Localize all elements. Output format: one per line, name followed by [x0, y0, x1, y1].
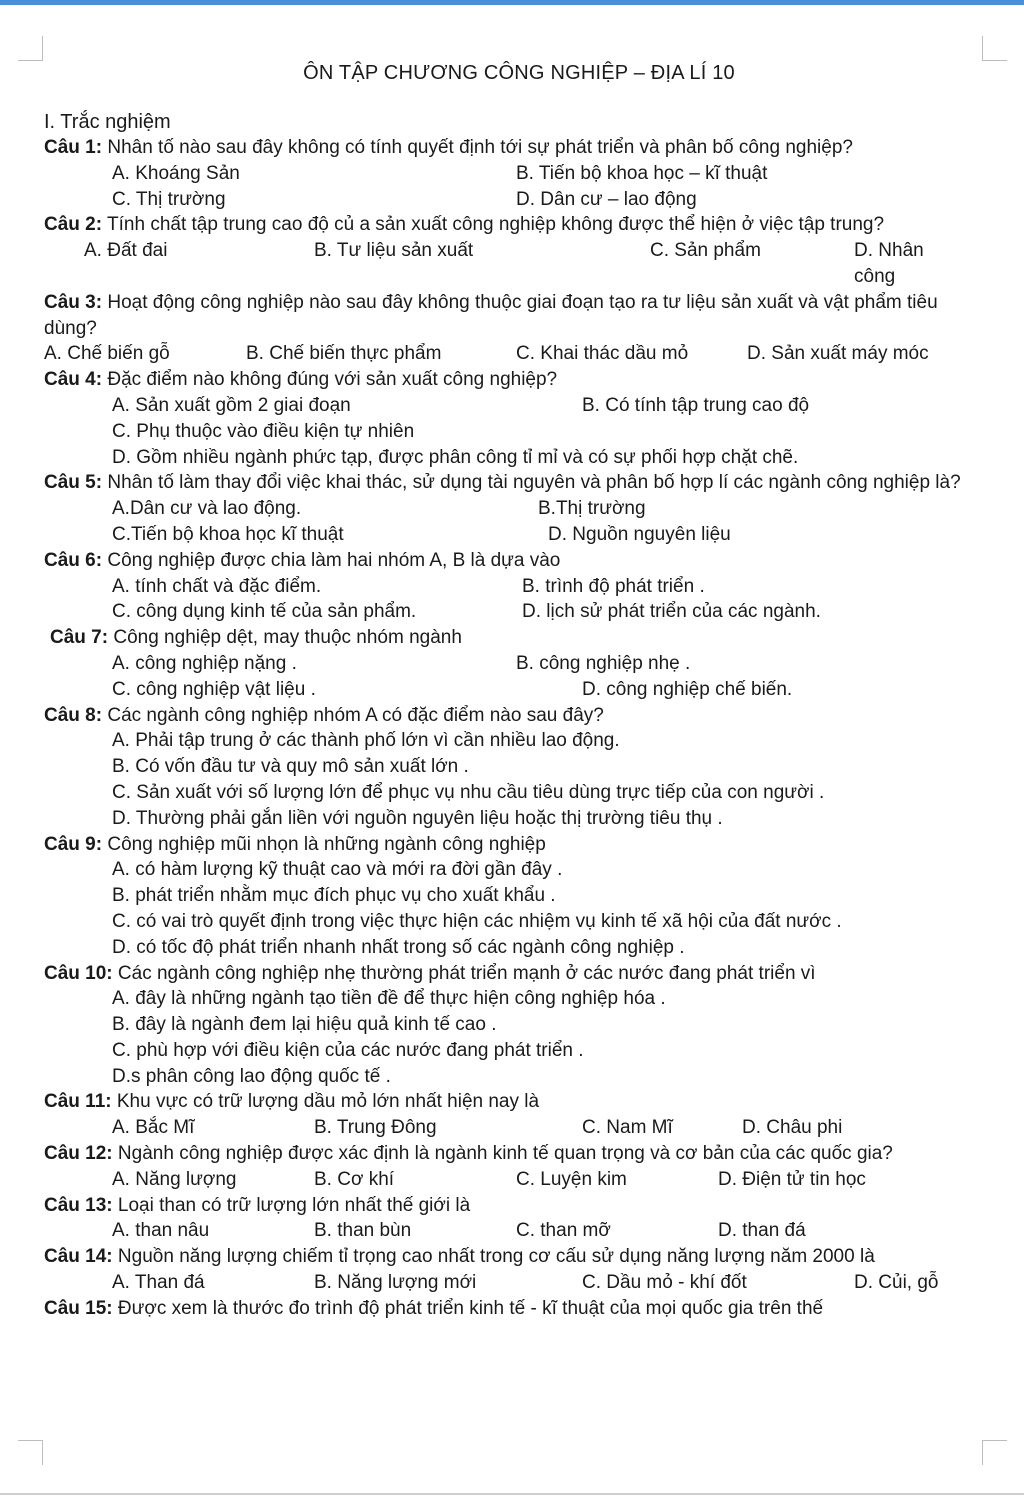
question-text: Công nghiệp mũi nhọn là những ngành công nghiệp: [107, 833, 546, 855]
option-a: A. Năng lượng: [112, 1168, 237, 1190]
options-row: [44, 728, 994, 754]
question-3: [44, 290, 994, 342]
option-b: B. Trung Đông: [314, 1117, 437, 1139]
question-1: [44, 135, 994, 161]
options-row: [44, 677, 994, 703]
options-row: [44, 935, 994, 961]
options-row: [44, 1115, 994, 1141]
crop-mark-top-left: [18, 36, 43, 61]
question-label: Câu 11:: [44, 1091, 112, 1113]
question-7: [44, 625, 994, 651]
option-a: A. Phải tập trung ở các thành phố lớn vì cần nhiều lao động.: [112, 730, 620, 752]
question-text: Nhân tố nào sau đây không có tính quyết định tới sự phát triển và phân bố công nghiệp?: [107, 137, 853, 158]
question-label: Câu 10:: [44, 962, 113, 984]
option-b: B. trình độ phát triển .: [522, 575, 705, 597]
question-11: [44, 1089, 994, 1115]
question-label: Câu 15:: [44, 1297, 113, 1319]
option-c: C. Dầu mỏ - khí đốt: [582, 1272, 747, 1294]
question-label: Câu 8:: [44, 704, 103, 726]
option-d: D. Củi, gỗ: [854, 1272, 939, 1294]
crop-mark-bottom-left: [18, 1440, 43, 1465]
option-a: A. công nghiệp nặng .: [112, 652, 297, 674]
options-row: [44, 1167, 994, 1193]
options-row: [44, 883, 994, 909]
options-row-spacer: [44, 264, 994, 290]
options-row: [44, 1064, 994, 1090]
question-text: Nguồn năng lượng chiếm tỉ trọng cao nhất trong cơ cấu sử dụng năng lượng năm 2000 là: [117, 1246, 875, 1268]
option-b: B. đây là ngành đem lại hiệu quả kinh tế cao .: [112, 1014, 497, 1036]
question-label: Câu 3:: [44, 291, 103, 313]
question-6: [44, 548, 994, 574]
options-row: [44, 1270, 994, 1296]
question-9: [44, 832, 994, 858]
option-a: A. Khoáng Sản: [112, 162, 240, 184]
option-b: B. Có tính tập trung cao độ: [582, 394, 810, 416]
option-d: D. Sản xuất máy móc: [747, 343, 929, 365]
question-text: Ngành công nghiệp được xác định là ngành kinh tế quan trọng và cơ bản của các quốc gia?: [117, 1143, 893, 1165]
question-label: Câu 13:: [44, 1194, 113, 1216]
question-text: Nhân tố làm thay đổi việc khai thác, sử dụng tài nguyên và phân bố hợp lí các ngành công nghiệp là?: [107, 472, 961, 494]
question-2: [44, 212, 994, 238]
option-a: A. Bắc Mĩ: [112, 1117, 195, 1139]
options-row: [44, 909, 994, 935]
question-10: [44, 961, 994, 987]
option-a: A. tính chất và đặc điểm.: [112, 575, 322, 597]
document-page: [44, 58, 994, 1322]
option-d: D. than đá: [718, 1220, 806, 1242]
option-d: D. Nhân công: [854, 240, 924, 287]
options-row: [44, 806, 994, 832]
document-title: ÔN TẬP CHƯƠNG CÔNG NGHIỆP – ĐỊA LÍ 10: [303, 62, 735, 84]
option-c: C. Nam Mĩ: [582, 1117, 673, 1139]
question-label: Câu 5:: [44, 472, 103, 494]
question-label: Câu 4:: [44, 369, 103, 391]
options-row: [44, 857, 994, 883]
option-a: A. đây là những ngành tạo tiền đề để thực hiện công nghiệp hóa .: [112, 988, 666, 1010]
question-text: Đặc điểm nào không đúng với sản xuất công nghiệp?: [107, 369, 558, 391]
option-b: B. Tư liệu sản xuất: [314, 240, 474, 262]
options-row: [44, 574, 994, 600]
question-label: Câu 9:: [44, 833, 103, 855]
options-row: [44, 161, 994, 187]
option-b: B. Tiến bộ khoa học – kĩ thuật: [516, 162, 768, 184]
options-row: [44, 341, 994, 367]
question-text: Các ngành công nghiệp nhóm A có đặc điểm nào sau đây?: [107, 704, 604, 726]
option-c: C. Thị trường: [112, 188, 226, 210]
option-a: A. Chế biến gỗ: [44, 343, 170, 365]
question-14: [44, 1244, 994, 1270]
options-row: [44, 780, 994, 806]
options-row: [44, 522, 994, 548]
option-b: B. Năng lượng mới: [314, 1272, 477, 1294]
options-row: [44, 238, 994, 287]
options-row: [44, 419, 994, 445]
option-c: C. công nghiệp vật liệu .: [112, 678, 316, 700]
question-label: Câu 12:: [44, 1143, 113, 1165]
question-12: [44, 1141, 994, 1167]
question-text: Khu vực có trữ lượng dầu mỏ lớn nhất hiện nay là: [116, 1091, 540, 1113]
question-4: [44, 367, 994, 393]
options-row: [44, 986, 994, 1012]
option-a: A. có hàm lượng kỹ thuật cao và mới ra đời gần đây .: [112, 859, 563, 881]
options-row: [44, 754, 994, 780]
question-text: Công nghiệp được chia làm hai nhóm A, B là dựa vào: [107, 549, 561, 571]
option-b: B. than bùn: [314, 1220, 412, 1242]
options-row: [44, 1012, 994, 1038]
option-c: C. Khai thác dầu mỏ: [516, 343, 689, 365]
option-d: D. Gồm nhiều ngành phức tạp, được phân công tỉ mỉ và có sự phối hợp chặt chẽ.: [112, 446, 799, 468]
options-row: [44, 393, 994, 419]
question-8: [44, 703, 994, 729]
option-c: C. than mỡ: [516, 1220, 611, 1242]
question-label: Câu 6:: [44, 549, 103, 571]
option-a: A. Than đá: [112, 1272, 205, 1294]
option-d: D. Nguồn nguyên liệu: [548, 523, 731, 545]
question-label: Câu 14:: [44, 1246, 113, 1268]
option-c: C. công dụng kinh tế của sản phẩm.: [112, 601, 417, 623]
options-row: [44, 496, 994, 522]
option-c: C. Sản phẩm: [650, 240, 761, 262]
option-b: B. phát triển nhằm mục đích phục vụ cho xuất khẩu .: [112, 885, 556, 907]
option-a: A. than nâu: [112, 1220, 210, 1242]
options-row: [44, 187, 994, 213]
option-b: B.Thị trường: [538, 498, 646, 520]
question-label: Câu 1:: [44, 137, 103, 158]
bottom-divider: [0, 1493, 1024, 1495]
option-d: D. Châu phi: [742, 1117, 843, 1139]
crop-mark-bottom-right: [982, 1440, 1007, 1465]
options-row: [44, 599, 994, 625]
option-d: D. công nghiệp chế biến.: [582, 678, 793, 700]
option-d: D.s phân công lao động quốc tế .: [112, 1065, 391, 1087]
top-accent-bar: [0, 0, 1024, 5]
option-c: C. Luyện kim: [516, 1168, 627, 1190]
option-d: D. Thường phải gắn liền với nguồn nguyên liệu hoặc thị trường tiêu thụ .: [112, 807, 723, 829]
question-text: Được xem là thước đo trình độ phát triển kinh tế - kĩ thuật của mọi quốc gia trên thế: [117, 1297, 824, 1319]
option-c: C. có vai trò quyết định trong việc thực hiện các nhiệm vụ kinh tế xã hội của đất nước .: [112, 910, 842, 932]
question-text: Tính chất tập trung cao độ củ a sản xuất công nghiệp không được thể hiện ở việc tập trung?: [107, 214, 885, 236]
option-c: C.Tiến bộ khoa học kĩ thuật: [112, 523, 344, 545]
options-row: [44, 445, 994, 471]
question-text: Các ngành công nghiệp nhẹ thường phát triển mạnh ở các nước đang phát triển vì: [117, 962, 816, 984]
option-d: D. có tốc độ phát triển nhanh nhất trong số các ngành công nghiệp .: [112, 936, 685, 958]
question-15: [44, 1296, 994, 1322]
question-label: Câu 2:: [44, 214, 103, 236]
question-label: Câu 7:: [50, 627, 109, 649]
option-c: C. Sản xuất với số lượng lớn để phục vụ nhu cầu tiêu dùng trực tiếp của con người .: [112, 781, 825, 803]
option-b: B. Cơ khí: [314, 1168, 395, 1190]
option-d: D. Dân cư – lao động: [516, 188, 697, 210]
question-text: Công nghiệp dệt, may thuộc nhóm ngành: [113, 627, 462, 649]
option-d: D. Điện tử tin học: [718, 1168, 866, 1190]
question-text: Loại than có trữ lượng lớn nhất thế giới là: [117, 1194, 471, 1216]
question-text: Hoạt động công nghiệp nào sau đây không thuộc giai đoạn tạo ra tư liệu sản xuất và vật phẩm tiêu dùng?: [44, 291, 938, 339]
option-d: D. lịch sử phát triển của các ngành.: [522, 601, 821, 623]
option-b: B. công nghiệp nhẹ .: [516, 652, 691, 674]
section-heading: I. Trắc nghiệm: [44, 111, 171, 133]
question-5: [44, 470, 994, 496]
options-row: [44, 651, 994, 677]
option-b: B. Chế biến thực phẩm: [246, 343, 442, 365]
option-b: B. Có vốn đầu tư và quy mô sản xuất lớn .: [112, 756, 469, 778]
option-a: A. Sản xuất gồm 2 giai đoạn: [112, 394, 351, 416]
option-a: A. Đất đai: [84, 240, 168, 262]
options-row: [44, 1038, 994, 1064]
question-13: [44, 1193, 994, 1219]
option-c: C. Phụ thuộc vào điều kiện tự nhiên: [112, 420, 415, 442]
options-row: [44, 1218, 994, 1244]
option-a: A.Dân cư và lao động.: [112, 498, 302, 520]
option-c: C. phù hợp với điều kiện của các nước đang phát triển .: [112, 1039, 584, 1061]
